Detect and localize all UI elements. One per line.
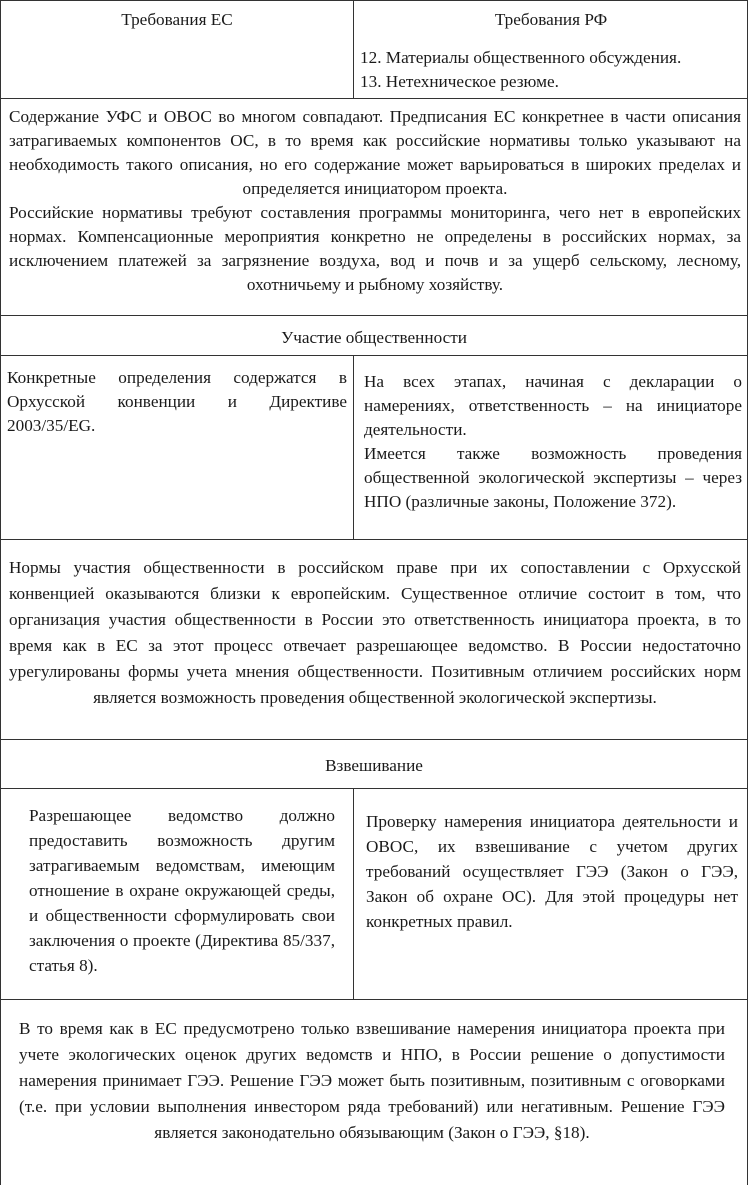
- section-public-compare-row: [0, 356, 748, 540]
- section-weighing-summary: В то время как в ЕС предусмотрено только взвешивание намерения инициатора проекта при учете экологических оценок других ведомств и НПО, в России решение о допустимости намерения принимает ГЭЭ. Решение ГЭЭ может быть позитивным, позитивным с оговорками (т.е. при условии выполнения инвестором ряда требований) или негативным. Решение ГЭЭ является законодательно обязывающим (Закон о ГЭЭ, §18).: [19, 1019, 725, 1142]
- weighing-rf-cell: [353, 789, 747, 999]
- section-public-summary: Нормы участия общественности в российском праве при их сопоставлении с Орхусской конвенцией оказываются близки к европейским. Существенное отличие состоит в том, что организация участия общественности в России это ответственность инициатора проекта, в то время как в ЕС за этот процесс отвечает разрешающее ведомство. В России недостаточно урегулированы формы учета мнения общественности. Позитивным отличием российских норм является возможность проведения общественной экологической экспертизы.: [9, 558, 741, 707]
- public-eu-text: Конкретные определения содержатся в Орхусской конвенции и Директиве 2003/35/EG.: [7, 368, 347, 435]
- weighing-eu-cell: [1, 789, 353, 999]
- header-rf-label: Требования РФ: [494, 10, 608, 29]
- header-eu-label: Требования ЕС: [121, 10, 233, 29]
- section-public-title-row: [0, 316, 748, 356]
- public-rf-paragraph-1: На всех этапах, начиная с декларации о намерениях, ответственность – на инициаторе деятельности.: [364, 372, 742, 439]
- public-rf-text: [364, 370, 742, 514]
- section-public-summary-row: [0, 540, 748, 740]
- weighing-rf-text: Проверку намерения инициатора деятельности и ОВОС, их взвешивание с учетом других требований осуществляет ГЭЭ (Закон о ГЭЭ, Закон об охране ОС). Для этой процедуры нет конкретных правил.: [366, 812, 738, 931]
- summary-content-paragraph-1: Содержание УФС и ОВОС во многом совпадают. Предписания ЕС конкретнее в части описания затрагиваемых компонентов ОС, в то время как российские нормативы только указывают на необходимость такого описания, но его содержание может варьироваться в широких пределах и определяется инициатором проекта.: [9, 107, 741, 198]
- header-row: [0, 0, 748, 99]
- rf-item-13: 13. Нетехническое резюме.: [360, 72, 559, 91]
- summary-content-paragraph-2: Российские нормативы требуют составления программы мониторинга, чего нет в европейских нормах. Компенсационные мероприятия конкретно не определены в российских нормах, за исключением платежей за загрязнение воздуха, вод и почв и за ущерб сельскому, лесному, охотничьему и рыбному хозяйству.: [9, 203, 741, 294]
- section-weighing-compare-row: [0, 789, 748, 1000]
- public-eu-cell: [1, 356, 353, 539]
- rf-item-12: 12. Материалы общественного обсуждения.: [360, 48, 682, 67]
- header-cell-rf: [353, 1, 747, 98]
- section-public-title: Участие общественности: [281, 328, 467, 347]
- summary-content-text: [9, 105, 741, 297]
- weighing-eu-text: Разрешающее ведомство должно предоставить возможность другим затрагиваемым ведомствам, имеющим отношение в охране окружающей среды, и общественности сформулировать свои заключения о проекте (Директива 85/337, статья 8).: [29, 806, 335, 975]
- public-rf-paragraph-2: Имеется также возможность проведения общественной экологической экспертизы – через НПО (различные законы, Положение 372).: [364, 444, 742, 511]
- public-rf-cell: [353, 356, 747, 539]
- section-weighing-title: Взвешивание: [325, 756, 423, 775]
- section-weighing-title-row: [0, 740, 748, 789]
- summary-content-row: [0, 99, 748, 316]
- header-cell-eu: [1, 1, 353, 98]
- section-weighing-summary-row: [0, 1000, 748, 1185]
